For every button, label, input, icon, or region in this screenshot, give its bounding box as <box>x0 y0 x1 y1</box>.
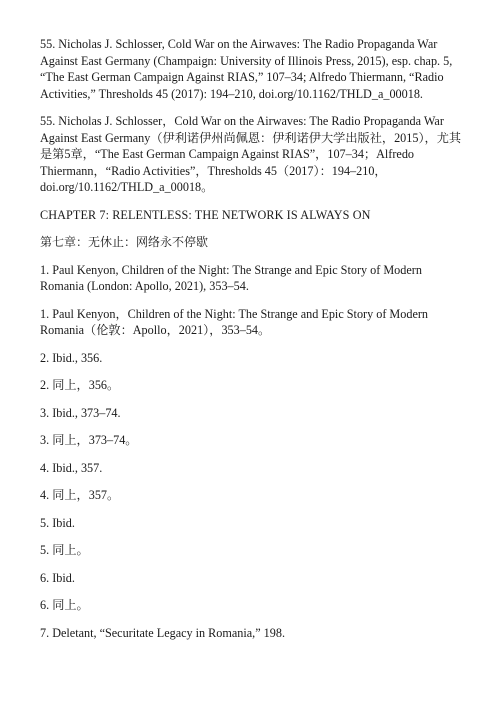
note-6-cn: 6. 同上。 <box>40 598 89 612</box>
chapter-title-cn: 第七章：无休止：网络永不停歇 <box>40 235 209 249</box>
note-2-en: 2. Ibid., 356. <box>40 350 103 365</box>
note-55-cn: 55. Nicholas J. Schlosser，Cold War on the Airwaves: The Radio Propaganda War Against East Germany（伊利诺伊州尚佩恩：伊利诺伊大学出版社，2015），尤其是第5章，“The East German Campaign Against RIAS”，107–34；Alfredo Thiermann，“Radio Activities”，Thresholds 45（2017）：194–210，doi.org/10.1162/THLD_a_00018。 <box>40 114 462 194</box>
note-1-cn: 1. Paul Kenyon，Children of the Night: The Strange and Epic Story of Modern Romania（伦敦：Apollo，2021），353–54。 <box>40 306 429 337</box>
note-2-cn: 2. 同上，356。 <box>40 378 120 392</box>
note-5-en: 5. Ibid. <box>40 515 75 530</box>
note-4-en: 4. Ibid., 357. <box>40 460 103 475</box>
note-5-cn: 5. 同上。 <box>40 543 89 557</box>
note-4-cn: 4. 同上，357。 <box>40 488 120 502</box>
chapter-title-en: CHAPTER 7: RELENTLESS: THE NETWORK IS ALWAYS ON <box>40 207 371 222</box>
note-6-en: 6. Ibid. <box>40 570 75 585</box>
note-7-en: 7. Deletant, “Securitate Legacy in Romania,” 198. <box>40 625 286 640</box>
note-3-cn: 3. 同上，373–74。 <box>40 433 138 447</box>
note-1-en: 1. Paul Kenyon, Children of the Night: The Strange and Epic Story of Modern Romania (London: Apollo, 2021), 353–54. <box>40 262 422 293</box>
note-55-en: 55. Nicholas J. Schlosser, Cold War on the Airwaves: The Radio Propaganda War Against East Germany (Champaign: University of Illinois Press, 2015), esp. chap. 5, “The East German Campaign Against RIAS,” 107–34; Alfredo Thiermann, “Radio Activities,” Thresholds 45 (2017): 194–210, doi.org/10.1162/THLD_a_00018. <box>40 37 453 101</box>
note-3-en: 3. Ibid., 373–74. <box>40 405 121 420</box>
